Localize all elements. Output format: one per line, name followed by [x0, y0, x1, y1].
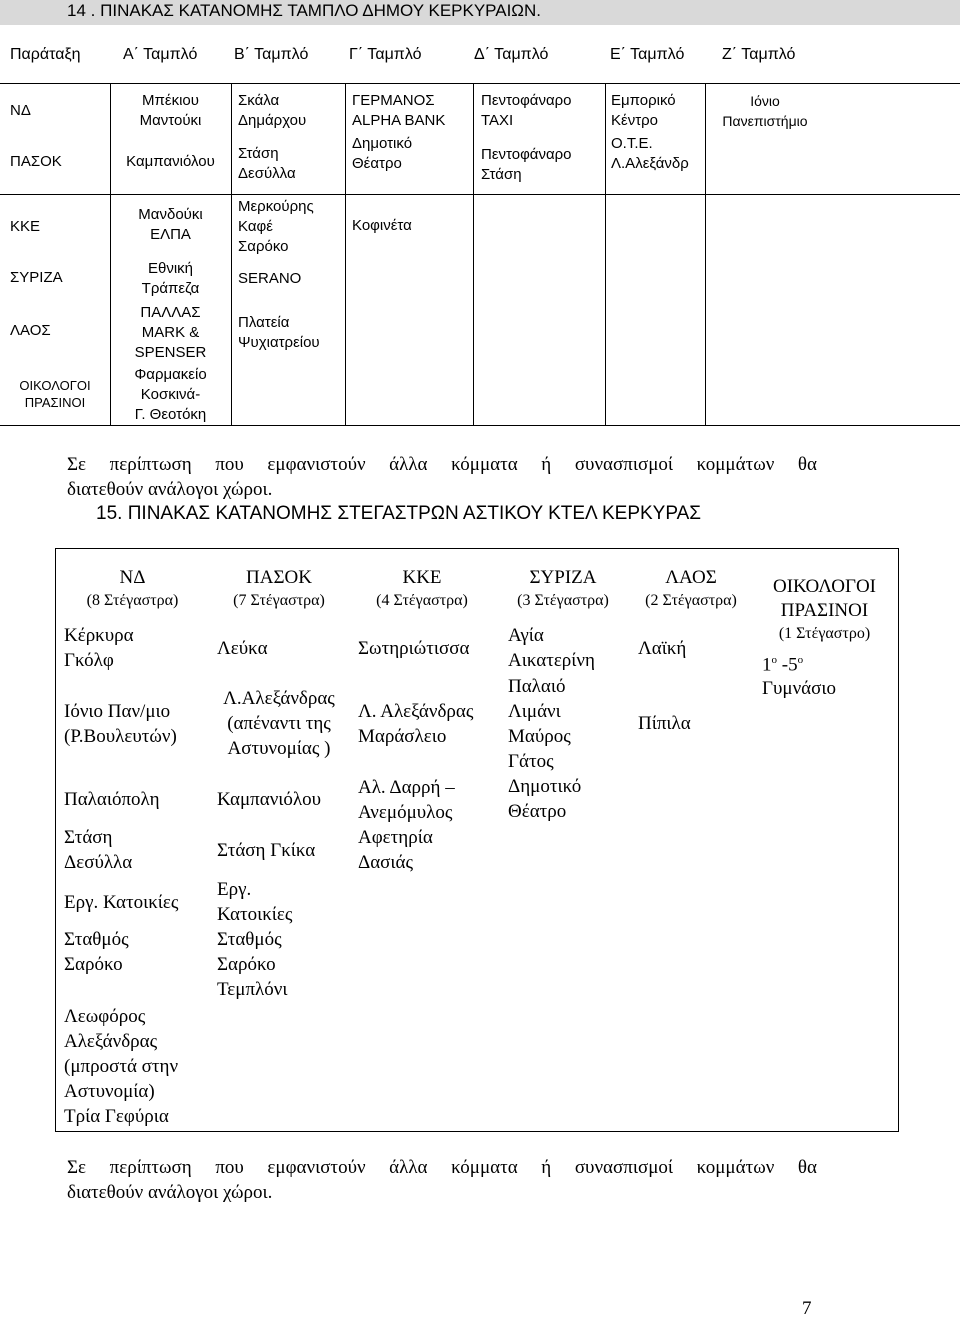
party-syriza: ΣΥΡΙΖΑ [10, 269, 63, 286]
cell-b-kke: Μερκούρης Καφέ Σαρόκο [238, 198, 314, 255]
note-word: κομμάτων [696, 1157, 775, 1178]
syriza-stop: Παλαιό Λιμάνι Μαύρος Γάτος Δημοτικό Θέατρο [508, 676, 582, 822]
page-number: 7 [802, 1298, 812, 1319]
pasok-stop: Στάση Γκίκα [217, 840, 316, 861]
header-tamplo-b: Β΄ Ταμπλό [234, 46, 309, 63]
note-word: που [215, 454, 244, 475]
note-paragraph-2 [67, 1155, 817, 1205]
cell-a-laos: ΠΑΛΛΑΣ MARK & SPENSER [134, 304, 207, 361]
party-oikologoi: ΟΙΚΟΛΟΓΟΙ ΠΡΑΣΙΝΟΙ [19, 378, 91, 410]
cell-c-nd: ΓΕΡΜΑΝΟΣ ALPHA BANK [352, 92, 446, 129]
cell-e-pasok: Ο.Τ.Ε. Λ.Αλεξάνδρ [611, 135, 689, 172]
note-word: ή [541, 454, 552, 475]
note-line [67, 1155, 817, 1180]
oikologoi-stop: $1^o$ $-5^o$ Γυμνάσιο [762, 654, 836, 700]
col-header-nd: ΝΔ (8 Στέγαστρα) [86, 567, 179, 609]
kke-stop: Σωτηριώτισσα [358, 638, 470, 659]
note-word: εμφανιστούν [267, 1157, 366, 1178]
pasok-stop: Εργ. Κατοικίες Σταθμός Σαρόκο Τεμπλόνι [217, 879, 293, 1000]
table14-title: 14 . ΠΙΝΑΚΑΣ ΚΑΤΑΝΟΜΗΣ ΤΑΜΠΛΟ ΔΗΜΟΥ ΚΕΡΚΥΡΑΙΩΝ. [67, 1, 542, 20]
party-pasok: ΠΑΣΟΚ [10, 153, 62, 170]
cell-a-syriza: Εθνική Τράπεζα [141, 260, 200, 297]
note-word: ή [541, 1157, 552, 1178]
table14-col-divider [231, 83, 232, 425]
cell-d-nd: Πεντοφάναρο ΤΑΧΙ [481, 92, 572, 129]
note-word: άλλα [389, 454, 428, 475]
col-header-pasok: ΠΑΣΟΚ (7 Στέγαστρα) [233, 567, 325, 609]
header-tamplo-a: Α΄ Ταμπλό [123, 46, 198, 63]
nd-stop: Εργ. Κατοικίες [64, 892, 179, 913]
nd-stop: Λεωφόρος Αλεξάνδρας (μπροστά στην Αστυνομία) Τρία Γεφύρια [64, 1006, 179, 1127]
party-kke: ΚΚΕ [10, 218, 41, 235]
pasok-stop: Λεύκα [217, 638, 268, 659]
note-word: περίπτωση [109, 1157, 192, 1178]
table14-col-divider [705, 83, 706, 425]
note-word: Σε [67, 1157, 87, 1178]
cell-a-oikologoi: Φαρμακείο Κοσκινά- Γ. Θεοτόκη [134, 366, 207, 423]
col-header-syriza: ΣΥΡΙΖΑ (3 Στέγαστρα) [517, 567, 609, 609]
note-paragraph-1 [67, 452, 817, 502]
pasok-stop: Καμπανιόλου [217, 789, 322, 810]
party-nd: ΝΔ [10, 102, 31, 119]
note-word: κόμματα [451, 454, 518, 475]
nd-stop: Παλαιόπολη [64, 789, 160, 810]
note-line: διατεθούν ανάλογοι χώροι. [67, 1182, 273, 1203]
header-tamplo-d: Δ΄ Ταμπλό [474, 46, 549, 63]
note-line: διατεθούν ανάλογοι χώροι. [67, 479, 273, 500]
note-word: κόμματα [451, 1157, 518, 1178]
note-word: θα [797, 1157, 817, 1178]
pasok-stop: Λ.Αλεξάνδρας (απέναντι της Αστυνομίας ) [223, 688, 335, 759]
cell-a-kke: Μανδούκι ΕΛΠΑ [138, 206, 203, 243]
col-header-kke: ΚΚΕ (4 Στέγαστρα) [376, 567, 468, 609]
laos-stop: Λαϊκή [638, 638, 687, 659]
cell-c-kke: Κοφινέτα [352, 217, 412, 234]
note-word: συνασπισμοί [574, 454, 673, 475]
kke-stop: Αλ. Δαρρή – Ανεμόμυλος Αφετηρία Δασιάς [358, 777, 455, 873]
header-tamplo-e: Ε΄ Ταμπλό [610, 46, 685, 63]
nd-stop: Ιόνιο Παν/μιο (Ρ.Βουλευτών) [64, 701, 177, 747]
col-header-oikologoi: ΟΙΚΟΛΟΓΟΙ ΠΡΑΣΙΝΟΙ (1 Στέγαστρο) [772, 576, 877, 642]
cell-e-nd: Εμπορικό Κέντρο [611, 92, 676, 129]
note-word: κομμάτων [696, 454, 775, 475]
note-word: άλλα [389, 1157, 428, 1178]
cell-b-laos: Πλατεία Ψυχιατρείου [238, 314, 320, 351]
cell-b-syriza: SERANO [238, 270, 302, 287]
table14-col-divider [345, 83, 346, 425]
header-tamplo-z: Ζ΄ Ταμπλό [722, 46, 796, 63]
note-word: συνασπισμοί [574, 1157, 673, 1178]
nd-stop: Σταθμός Σαρόκο [64, 929, 129, 975]
header-tamplo-c: Γ΄ Ταμπλό [349, 46, 422, 63]
note-word: περίπτωση [109, 454, 192, 475]
header-parataxi: Παράταξη [10, 46, 81, 63]
kke-stop: Λ. Αλεξάνδρας Μαράσλειο [358, 701, 474, 747]
cell-c-pasok: Δημοτικό Θέατρο [352, 135, 413, 172]
cell-z-nd: Ιόνιο Πανεπιστήμιο [722, 93, 808, 129]
cell-a-pasok: Καμπανιόλου [126, 153, 215, 170]
cell-a-nd: Μπέκιου Μαντούκι [139, 92, 202, 129]
party-laos: ΛΑΟΣ [10, 322, 51, 339]
note-line [67, 452, 817, 477]
table15-title: 15. ΠΙΝΑΚΑΣ ΚΑΤΑΝΟΜΗΣ ΣΤΕΓΑΣΤΡΩΝ ΑΣΤΙΚΟΥ ΚΤΕΛ ΚΕΡΚΥΡΑΣ [96, 503, 702, 524]
table14-col-divider [605, 83, 606, 425]
note-word: Σε [67, 454, 87, 475]
cell-b-pasok: Στάση Δεσύλλα [238, 145, 296, 182]
note-word: εμφανιστούν [267, 454, 366, 475]
laos-stop: Πίπιλα [638, 713, 691, 734]
cell-b-nd: Σκάλα Δημάρχου [238, 92, 307, 129]
nd-stop: Στάση Δεσύλλα [64, 827, 133, 873]
col-header-laos: ΛΑΟΣ (2 Στέγαστρα) [645, 567, 737, 609]
note-word: θα [797, 454, 817, 475]
nd-stop: Κέρκυρα Γκόλφ [64, 625, 134, 671]
table14-col-divider [473, 83, 474, 425]
syriza-stop: Αγία Αικατερίνη [508, 625, 595, 671]
note-word: που [215, 1157, 244, 1178]
cell-d-pasok: Πεντοφάναρο Στάση [481, 146, 572, 183]
